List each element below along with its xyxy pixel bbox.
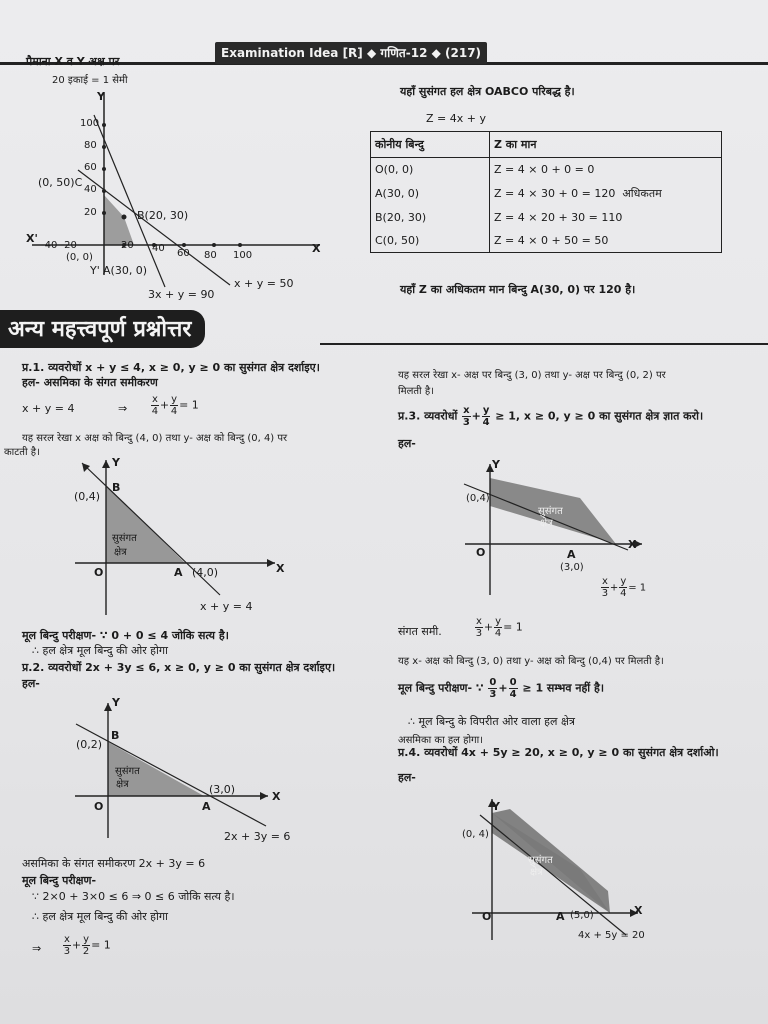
q2-test: मूल बिन्दु परीक्षण- (22, 874, 97, 887)
q2-x-label: X (272, 790, 281, 803)
q1-region-label2: क्षेत्र (114, 547, 127, 558)
x-tick-20: 20 (121, 240, 134, 251)
scale-value: 20 इकाई = 1 सेमी (52, 75, 128, 86)
table-row (371, 206, 722, 229)
scale-title: पैमाना X व Y अक्ष पर (26, 55, 120, 68)
point-c-label: (0, 50)C (38, 176, 83, 189)
col-header-z-value: Z का मान (490, 132, 722, 158)
q1-y-label: Y (112, 456, 120, 469)
corner-point: A(30, 0) (371, 181, 490, 206)
q2-y-label: Y (112, 696, 120, 709)
running-header: Examination Idea [R] ◆ गणित-12 ◆ (217) (215, 42, 487, 64)
q1-solution-label: हल- असमिका के संगत समीकरण (22, 376, 158, 389)
question-2: प्र.2. व्यवरोधों 2x + 3y ≤ 6, x ≥ 0, y ≥ 0 का सुसंगत क्षेत्र दर्शाइए। (22, 661, 336, 674)
z-value: Z = 4 × 20 + 30 = 110 (490, 206, 722, 229)
q3-conclusion2: असमिका का हल होगा। (398, 735, 484, 746)
q2-test2: ∵ 2×0 + 3×0 ≤ 6 ⇒ 0 ≤ 6 जोकि सत्य है। (32, 890, 235, 903)
q3-meets: यह x- अक्ष को बिन्दु (3, 0) तथा y- अक्ष को बिन्दु (0,4) पर मिलती है। (398, 656, 664, 667)
max-conclusion: यहाँ Z का अधिकतम मान बिन्दु A(30, 0) पर 120 है। (400, 283, 636, 296)
q2-b-coord: (0,2) (76, 738, 103, 751)
q3-b-coord: (0,4) (466, 493, 490, 504)
q2-line-text2: मिलती है। (398, 386, 434, 397)
q3-origin-label: O (476, 546, 486, 559)
q3-region-label: सुसंगत (538, 506, 563, 517)
q1-line-text2: काटती है। (4, 447, 40, 458)
line-x-y-50-label: x + y = 50 (234, 277, 294, 290)
q4-b-coord: (0, 4) (462, 829, 489, 840)
line-3x-y-90-label: 3x + y = 90 (148, 288, 215, 301)
y-tick-20: 20 (84, 207, 97, 218)
q2-line-label: 2x + 3y = 6 (224, 830, 291, 843)
q4-x-label: X (634, 904, 643, 917)
q3-solution-label: हल- (398, 437, 416, 450)
y-axis-neg-label: Y' (90, 264, 100, 277)
q4-a-label: A (556, 910, 565, 923)
point-b-label: B(20, 30) (137, 209, 189, 222)
q4-line-label: 4x + 5y = 20 (578, 930, 645, 941)
q2-test3: ∴ हल क्षेत्र मूल बिन्दु की ओर होगा (32, 910, 168, 923)
q2-solution-label: हल- (22, 677, 40, 690)
line-x-y-50 (78, 170, 230, 285)
q3-line-label: $\frac{x}{3}$ + $\frac{y}{4}$ = 1 (601, 576, 647, 599)
x-axis-neg-label: X' (26, 232, 38, 245)
q3-y-label: Y (492, 458, 500, 471)
region-intro: यहाँ सुसंगत हल क्षेत्र OABCO परिबद्ध है। (400, 85, 575, 98)
q2-a-coord: (3,0) (209, 783, 236, 796)
point-a-label: A(30, 0) (103, 264, 148, 277)
q2-final-eq: $\frac{x}{3}$ + $\frac{y}{2}$ = 1 (63, 934, 111, 957)
y-tick-80: 80 (84, 140, 97, 151)
objective-function: Z = 4x + y (426, 112, 486, 125)
y-tick-40: 40 (84, 184, 97, 195)
question-4: प्र.4. व्यवरोधों 4x + 5y ≥ 20, x ≥ 0, y ≥ 0 का सुसंगत क्षेत्र दर्शाओ। (398, 746, 719, 759)
z-value: Z = 4 × 30 + 0 = 120 अधिकतम (490, 181, 722, 206)
corner-point: C(0, 50) (371, 229, 490, 253)
section-banner: अन्य महत्त्वपूर्ण प्रश्नोत्तर (0, 310, 205, 348)
q2-graph (70, 698, 290, 848)
q3-a-label: A (567, 548, 576, 561)
q3-eq-label: संगत समी. (398, 625, 442, 638)
q2-origin-label: O (94, 800, 104, 813)
q2-eq: असमिका के संगत समीकरण 2x + 3y = 6 (22, 857, 206, 870)
q1-test2: ∴ हल क्षेत्र मूल बिन्दु की ओर होगा (32, 644, 168, 657)
q2-region-label: सुसंगत (115, 766, 140, 777)
q1-arrow: ⇒ (118, 402, 128, 415)
question-1: प्र.1. व्यवरोधों x + y ≤ 4, x ≥ 0, y ≥ 0 का सुसंगत क्षेत्र दर्शाइए। (22, 361, 320, 374)
q1-b-coord: (0,4) (74, 490, 101, 503)
q4-y-label: Y (492, 800, 500, 813)
banner-rule (320, 343, 768, 345)
z-value: Z = 4 × 0 + 50 = 50 (490, 229, 722, 253)
q1-origin-label: O (94, 566, 104, 579)
q1-region-label: सुसंगत (112, 533, 137, 544)
q2-line-text: यह सरल रेखा x- अक्ष पर बिन्दु (3, 0) तथा y- अक्ष पर बिन्दु (0, 2) पर (398, 370, 666, 381)
x-axis-label: X (312, 242, 321, 255)
q4-region-label2: क्षेत्र (530, 867, 543, 878)
maximum-note: अधिकतम (622, 187, 662, 200)
graph-feasible-region-oabc (20, 85, 350, 305)
z-value: Z = 4 × 0 + 0 = 0 (490, 158, 722, 182)
corner-point: O(0, 0) (371, 158, 490, 182)
question-3: प्र.3. व्यवरोधों $\frac{x}{3}$ + $\frac{y}{4}$ ≥ 1, x ≥ 0, y ≥ 0 का सुसंगत क्षेत्र ज्ञात करो। (398, 405, 704, 428)
neg-ticks: -40 -20 (41, 240, 77, 251)
q3-a-coord: (3,0) (560, 562, 584, 573)
x-tick-100: 100 (233, 250, 253, 261)
q3-conclusion1: ∴ मूल बिन्दु के विपरीत ओर वाला हल क्षेत्र (408, 715, 575, 728)
q1-test: मूल बिन्दु परीक्षण- ∵ 0 + 0 ≤ 4 जोकि सत्य है। (22, 629, 229, 642)
q1-a-coord: (4,0) (192, 566, 219, 579)
corner-point: B(20, 30) (371, 206, 490, 229)
origin-label: (0, 0) (66, 252, 93, 263)
table-row (371, 158, 722, 182)
table-row (371, 229, 722, 253)
q4-region-label: सुसंगत (528, 855, 553, 866)
y-tick-100: 100 (80, 118, 100, 129)
q1-eq-right: $\frac{x}{4}$ + $\frac{y}{4}$ = 1 (151, 394, 199, 417)
q4-origin-label: O (482, 910, 492, 923)
q3-region-label2: क्षेत्र (540, 518, 553, 529)
q1-line-label: x + y = 4 (200, 600, 253, 613)
q4-solution-label: हल- (398, 771, 416, 784)
q2-region-label2: क्षेत्र (116, 779, 129, 790)
x-tick-60: 60 (177, 248, 190, 259)
q1-eq-left: x + y = 4 (22, 402, 75, 415)
q3-test: मूल बिन्दु परीक्षण- ∵ $\frac{0}{3}$ + $\frac{0}{4}$ ≥ 1 सम्भव नहीं है। (398, 677, 604, 700)
corner-point-table (370, 131, 722, 253)
y-axis-label: Y (97, 90, 105, 103)
x-tick-80: 80 (204, 250, 217, 261)
q3-eq: $\frac{x}{3}$ + $\frac{y}{4}$ = 1 (475, 616, 523, 639)
table-row (371, 181, 722, 206)
q1-line-text: यह सरल रेखा x अक्ष को बिन्दु (4, 0) तथा y- अक्ष को बिन्दु (0, 4) पर (22, 433, 288, 444)
q1-x-label: X (276, 562, 285, 575)
x-tick-40: 40 (152, 243, 165, 254)
q2-final-arrow: ⇒ (32, 942, 42, 955)
q1-a-label: A (174, 566, 183, 579)
q2-b-label: B (111, 729, 120, 742)
col-header-corner-point: कोनीय बिन्दु (371, 132, 490, 158)
q2-a-label: A (202, 800, 211, 813)
y-tick-60: 60 (84, 162, 97, 173)
q1-graph (70, 455, 300, 625)
q4-a-coord: (5,0) (570, 910, 594, 921)
q1-b-label: B (112, 481, 121, 494)
q3-x-label: X (628, 538, 637, 551)
